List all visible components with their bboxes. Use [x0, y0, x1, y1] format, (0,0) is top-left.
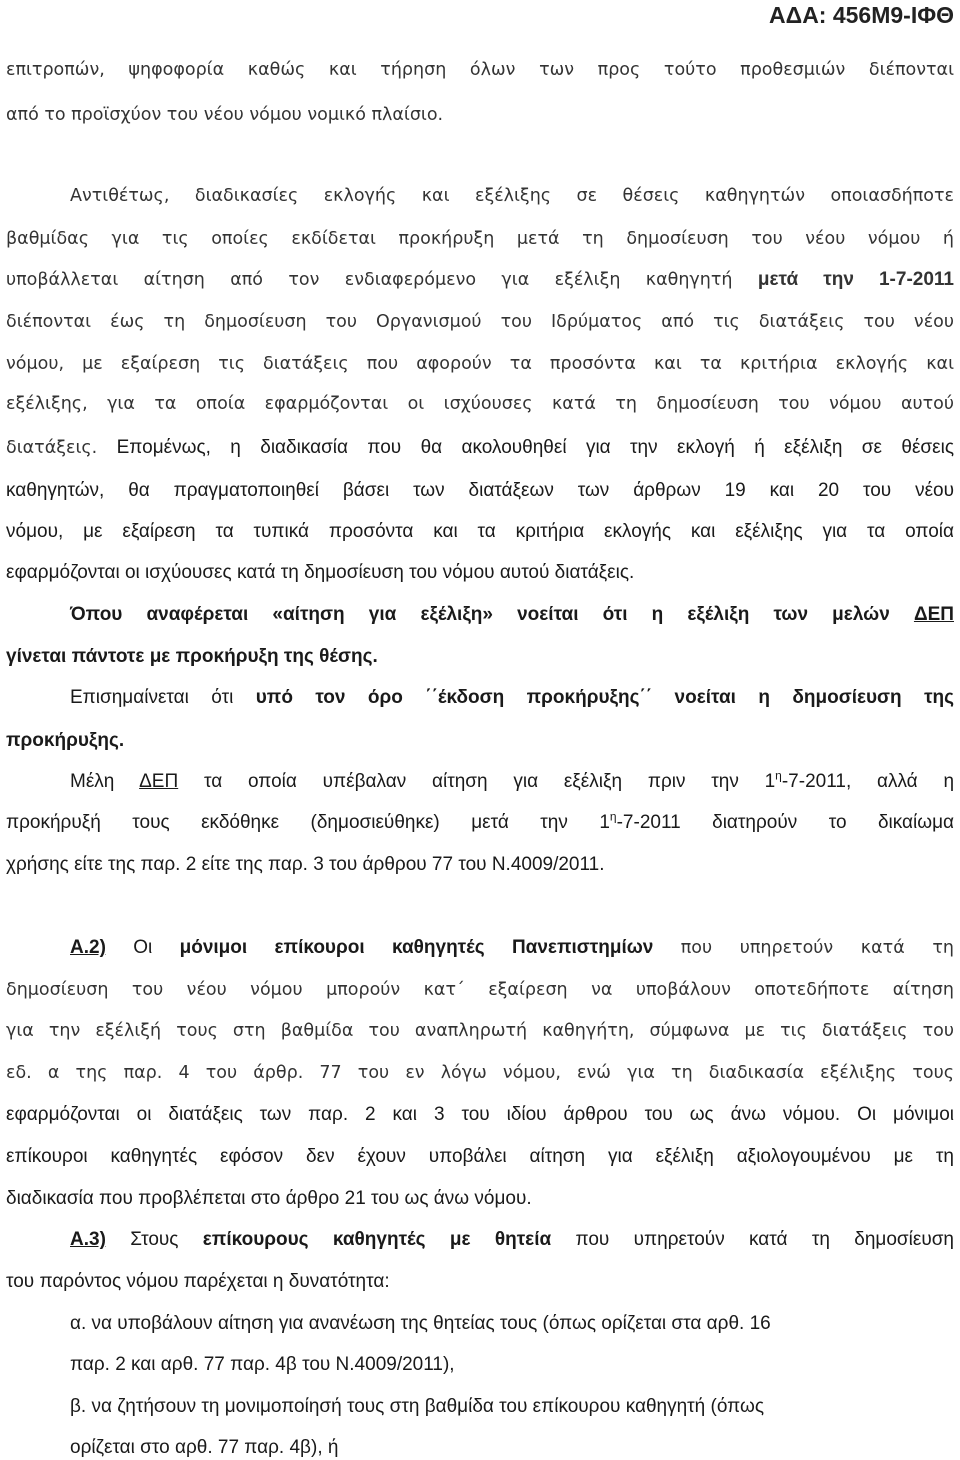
- paragraph-5-line-3: χρήσης είτε της παρ. 2 είτε της παρ. 3 του άρθρου 77 του Ν.4009/2011.: [6, 854, 605, 875]
- paragraph-4-line-2: [6, 729, 954, 753]
- paragraph-4-line-1: [70, 686, 954, 710]
- p4-text: Επισημαίνεται ότι: [70, 687, 234, 708]
- p5-superscript: η: [775, 768, 782, 783]
- p5-superscript: η: [609, 809, 617, 824]
- a3-text: που υπηρετούν κατά τη δημοσίευση: [575, 1229, 955, 1250]
- paragraph-2-line-1: Αντιθέτως, διαδικασίες εκλογής και εξέλιξης σε θέσεις καθηγητών οποιασδήποτε: [70, 186, 954, 206]
- section-a3-label: Α.3): [70, 1229, 106, 1250]
- p3-bold-text: γίνεται πάντοτε με προκήρυξη της θέσης.: [6, 646, 378, 667]
- p2-text: διατάξεις.: [6, 438, 98, 458]
- p2-text: υποβάλλεται αίτηση από τον ενδιαφερόμενο για εξέλιξη καθηγητή: [6, 270, 733, 290]
- p4-bold-text: προκήρυξης.: [6, 730, 125, 751]
- p4-bold-text: ΄΄έκδοση προκήρυξης΄΄: [425, 687, 653, 708]
- a2-bold-text: μόνιμοι επίκουροι καθηγητές: [179, 937, 485, 958]
- p3-dep-underlined: ΔΕΠ: [913, 604, 954, 625]
- section-a3-line-2: του παρόντος νόμου παρέχεται η δυνατότητα:: [6, 1271, 390, 1292]
- paragraph-5-line-2: [6, 811, 954, 835]
- paragraph-3-line-1: [70, 603, 954, 627]
- paragraph-1-line-1: επιτροπών, ψηφοφορία καθώς και τήρηση όλων των προς τούτο προθεσμιών διέπονται: [6, 60, 954, 80]
- section-a3-line-1: [70, 1228, 954, 1252]
- paragraph-3-line-2: [6, 645, 954, 669]
- p4-bold-text: νοείται η δημοσίευση της: [674, 687, 955, 708]
- ada-code: ΑΔΑ: 456Μ9-ΙΦΘ: [769, 2, 954, 28]
- section-a2-line-2: δημοσίευση του νέου νόμου μπορούν κατ΄ εξαίρεση να υποβάλουν οποτεδήποτε αίτηση: [6, 980, 954, 1000]
- p3-bold-text: Όπου αναφέρεται «αίτηση για εξέλιξη» νοείται ότι η εξέλιξη των μελών: [70, 604, 890, 625]
- paragraph-2-line-5: νόμου, με εξαίρεση τις διατάξεις που αφορούν τα προσόντα και τα κριτήρια εκλογής και: [6, 354, 954, 374]
- p5-text: Μέλη: [70, 771, 115, 792]
- section-a3-item-a-line-1: α. να υποβάλουν αίτηση για ανανέωση της θητείας τους (όπως ορίζεται στα αρθ. 16: [70, 1313, 771, 1334]
- section-a2-line-5: εφαρμόζονται οι διατάξεις των παρ. 2 και 3 του ιδίου άρθρου του ως άνω νόμου. Οι μόνιμοι: [6, 1104, 954, 1125]
- p4-bold-text: υπό τον όρο: [255, 687, 403, 708]
- p5-text: τα οποία υπέβαλαν αίτηση για εξέλιξη πριν την $1^\eta-7-2011$, αλλά η: [203, 768, 955, 792]
- paragraph-2-line-3: [6, 268, 954, 292]
- section-a2-line-4: εδ. α της παρ. 4 του άρθρ. 77 του εν λόγω νόμου, ενώ για τη διαδικασία εξέλιξης τους: [6, 1063, 954, 1083]
- p2-text: Επομένως, η διαδικασία που θα ακολουθηθεί για την εκλογή ή εξέλιξη σε θέσεις: [116, 437, 955, 458]
- p5-text: προκήρυξή τους εκδόθηκε (δημοσιεύθηκε) μετά την $1^\eta-7-2011$ διατηρούν το δικαίωμα: [6, 809, 955, 833]
- a2-bold-text: Πανεπιστημίων: [511, 937, 654, 958]
- paragraph-2-line-4: διέπονται έως τη δημοσίευση του Οργανισμού του Ιδρύματος από τις διατάξεις του νέου: [6, 312, 954, 332]
- section-a2-line-1: [70, 936, 954, 960]
- paragraph-2-line-2: βαθμίδας για τις οποίες εκδίδεται προκήρυξη μετά τη δημοσίευση του νέου νόμου ή: [6, 229, 954, 249]
- section-a3-item-b-line-1: β. να ζητήσουν τη μονιμοποίησή τους στη βαθμίδα του επίκουρου καθηγητή (όπως: [70, 1396, 764, 1417]
- a3-text: Στους: [130, 1229, 179, 1250]
- a2-text: που υπηρετούν κατά τη: [680, 938, 954, 958]
- paragraph-5-line-1: [70, 770, 954, 794]
- paragraph-1-line-2: από το προϊσχύον του νέου νόμου νομικό πλαίσιο.: [6, 105, 444, 125]
- section-a3-item-a-line-2: παρ. 2 και αρθ. 77 παρ. 4β του Ν.4009/2011),: [70, 1354, 455, 1375]
- paragraph-2-line-6: εξέλιξης, για τα οποία εφαρμόζονται οι ισχύουσες κατά τη δημοσίευση του νόμου αυτού: [6, 394, 954, 414]
- paragraph-2-line-10: εφαρμόζονται οι ισχύουσες κατά τη δημοσίευση του νόμου αυτού διατάξεις.: [6, 562, 635, 583]
- p2-date-emphasis: μετά την 1-7-2011: [757, 269, 954, 290]
- section-a2-line-7: διαδικασία που προβλέπεται στο άρθρο 21 του ως άνω νόμου.: [6, 1188, 532, 1209]
- a2-text: Οι: [133, 937, 153, 958]
- paragraph-2-line-9: νόμου, με εξαίρεση τα τυπικά προσόντα και τα κριτήρια εκλογής και εξέλιξης για τα οποία: [6, 521, 954, 542]
- paragraph-2-line-8: καθηγητών, θα πραγματοποιηθεί βάσει των διατάξεων των άρθρων 19 και 20 του νέου: [6, 480, 954, 501]
- section-a2-label: Α.2): [70, 937, 106, 958]
- section-a2-line-3: για την εξέλιξή τους στη βαθμίδα του αναπληρωτή καθηγήτη, σύμφωνα με τις διατάξεις του: [6, 1021, 954, 1041]
- paragraph-2-line-7: [6, 436, 954, 460]
- a3-bold-text: επίκουρους καθηγητές με θητεία: [202, 1229, 552, 1250]
- section-a3-item-b-line-2: ορίζεται στο αρθ. 77 παρ. 4β), ή: [70, 1437, 339, 1458]
- p5-dep-underlined: ΔΕΠ: [139, 771, 179, 792]
- section-a2-line-6: επίκουροι καθηγητές εφόσον δεν έχουν υποβάλει αίτηση για εξέλιξη αξιολογουμένου με τη: [6, 1146, 954, 1167]
